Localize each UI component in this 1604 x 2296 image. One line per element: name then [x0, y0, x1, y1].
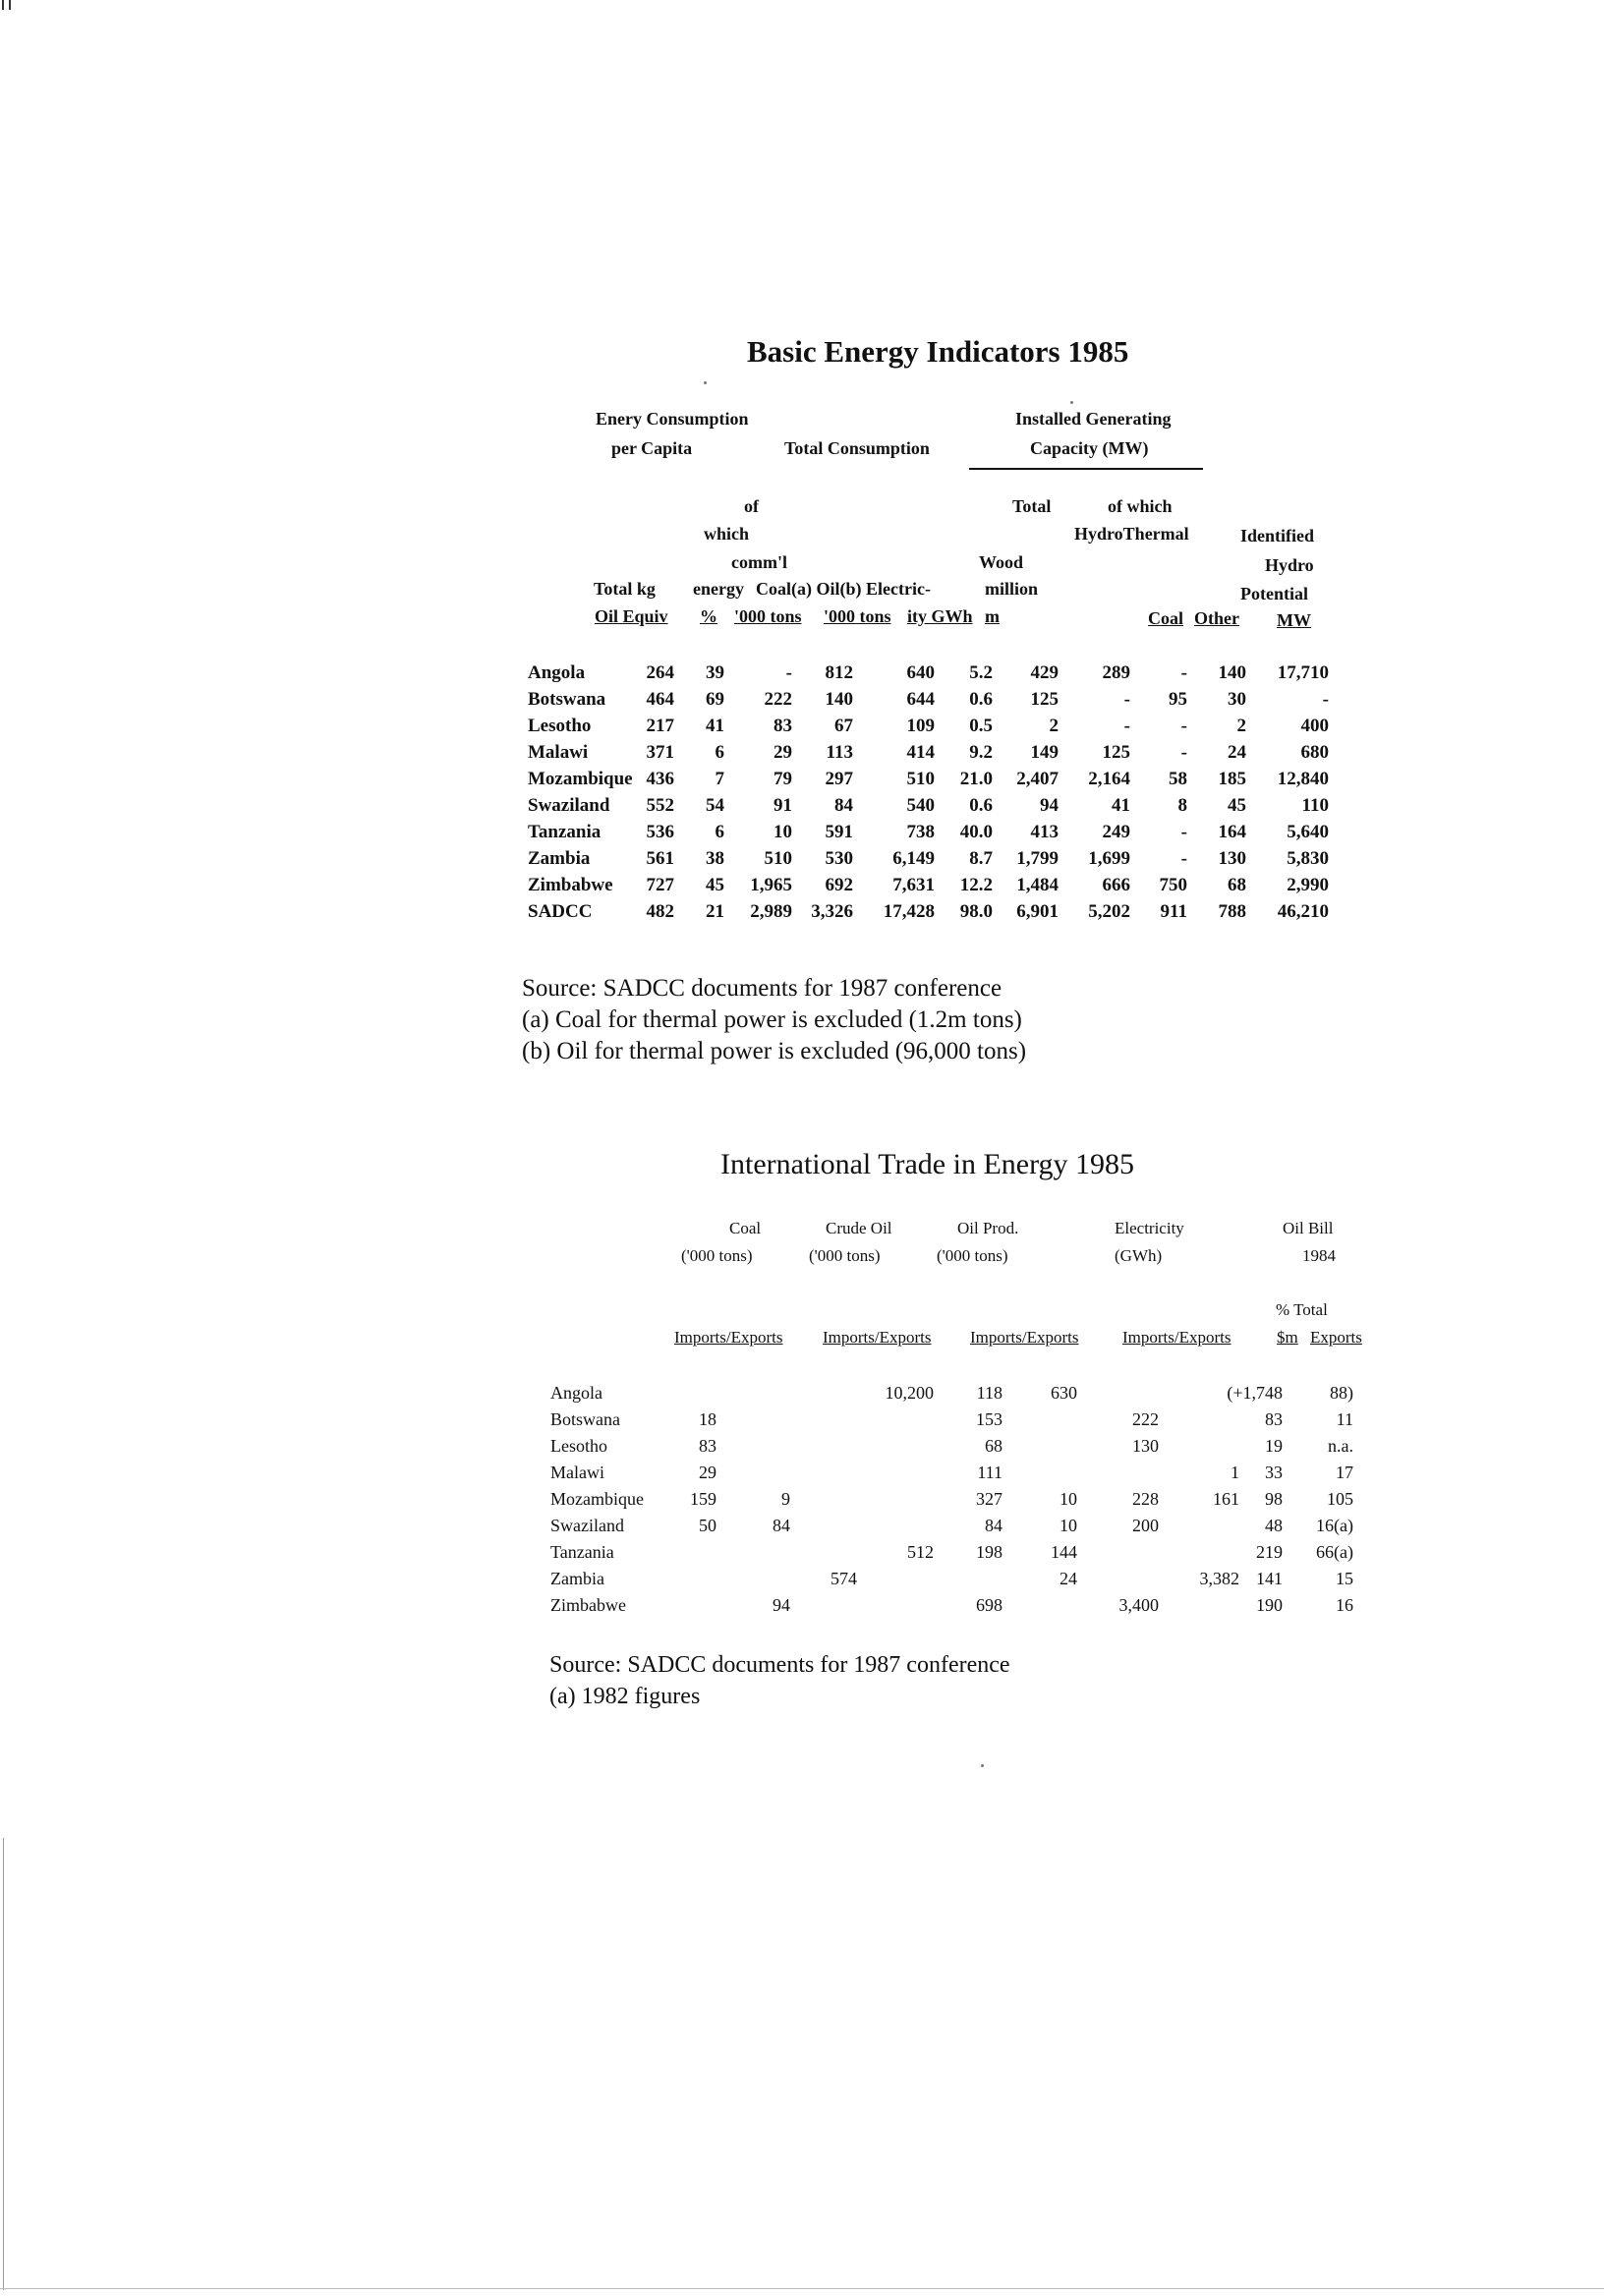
cell-oil-bill-pct: 11 — [1336, 1409, 1353, 1429]
cell-kg: 561 — [646, 848, 674, 869]
cell-country: Tanzania — [550, 1542, 614, 1562]
cell-hydro: - — [1123, 689, 1130, 710]
cell-total: 1,484 — [1016, 875, 1059, 895]
cell-elec-imports: 200 — [1132, 1516, 1159, 1535]
cell-thermal-other: 2 — [1236, 716, 1246, 736]
header-installed-capacity: Installed Generating — [1015, 409, 1172, 429]
cell-oil: 84 — [834, 795, 853, 816]
cell-kg: 536 — [646, 822, 674, 842]
cell-coal: 91 — [773, 795, 792, 816]
cell-thermal-other: 45 — [1228, 795, 1246, 816]
cell-thermal-other: 140 — [1218, 662, 1246, 683]
cell-country: Zambia — [528, 848, 591, 869]
header-oil-bill: Oil Bill — [1283, 1219, 1334, 1237]
cell-pct: 7 — [715, 769, 724, 789]
cell-thermal-other: 164 — [1218, 822, 1246, 842]
cell-country: SADCC — [528, 901, 593, 922]
cell-elec: 738 — [906, 822, 935, 842]
col-of: of — [744, 496, 759, 516]
cell-elec: 510 — [906, 769, 935, 789]
cell-elec: 6,149 — [892, 848, 935, 869]
cell-potential: 12,840 — [1277, 769, 1329, 789]
table-row — [0, 1383, 1604, 1409]
cell-coal-imports: 18 — [699, 1409, 716, 1429]
header-crude-oil: Crude Oil — [826, 1219, 892, 1237]
footnote-a: (a) Coal for thermal power is excluded (1.2m tons) — [522, 1006, 1022, 1033]
col-other: Other — [1194, 608, 1239, 628]
cell-oil: 297 — [825, 769, 853, 789]
col-potential: Potential — [1240, 584, 1308, 603]
cell-kg: 482 — [646, 901, 674, 922]
cell-thermal-coal: 750 — [1159, 875, 1187, 895]
cell-prod-imports: 118 — [976, 1383, 1002, 1403]
cell-prod-imports: 84 — [985, 1516, 1002, 1535]
cell-oil-bill-sm: 141 — [1256, 1569, 1283, 1588]
col-oil-units: '000 tons — [824, 606, 891, 626]
cell-kg: 264 — [646, 662, 674, 683]
cell-total: 429 — [1030, 662, 1059, 683]
col-comml: comm'l — [731, 552, 787, 572]
cell-country: Swaziland — [528, 795, 610, 816]
cell-coal-imports: 159 — [690, 1489, 716, 1509]
cell-prod-imports: 68 — [985, 1436, 1002, 1456]
cell-oil: 530 — [825, 848, 853, 869]
cell-prod-imports: 327 — [976, 1489, 1002, 1509]
cell-total: 2,407 — [1016, 769, 1059, 789]
cell-elec: 540 — [906, 795, 935, 816]
cell-hydro: 1,699 — [1088, 848, 1130, 869]
cell-crude-exports: 10,200 — [885, 1383, 934, 1403]
cell-hydro: 5,202 — [1088, 901, 1130, 922]
sub-sm: $m — [1277, 1328, 1298, 1347]
cell-total: 149 — [1030, 742, 1059, 763]
cell-country: Zimbabwe — [528, 875, 613, 895]
cell-country: Zambia — [550, 1569, 604, 1588]
col-wood: Wood — [979, 552, 1024, 572]
cell-country: Malawi — [528, 742, 589, 763]
cell-oil: 3,326 — [811, 901, 853, 922]
header-pct-total: % Total — [1276, 1300, 1328, 1319]
cell-pct: 38 — [706, 848, 724, 869]
cell-thermal-coal: 58 — [1169, 769, 1187, 789]
cell-country: Malawi — [550, 1463, 604, 1482]
col-energy: energy — [693, 579, 744, 599]
col-coal-oil-electric: Coal(a) Oil(b) Electric- — [756, 579, 931, 599]
header-crude-oil-units: ('000 tons) — [809, 1246, 881, 1265]
cell-elec: 414 — [906, 742, 935, 763]
header-oil-bill-year: 1984 — [1302, 1246, 1336, 1265]
cell-prod-exports: 144 — [1051, 1542, 1077, 1562]
header-electricity-units: (GWh) — [1115, 1246, 1163, 1265]
cell-thermal-coal: - — [1180, 716, 1187, 736]
cell-kg: 371 — [646, 742, 674, 763]
col-elec-units: ity GWh — [907, 606, 973, 626]
cell-thermal-other: 788 — [1218, 901, 1246, 922]
cell-pct: 69 — [706, 689, 724, 710]
cell-prod-exports: 10 — [1060, 1516, 1077, 1535]
cell-prod-exports: 10 — [1060, 1489, 1077, 1509]
col-identified: Identified — [1240, 526, 1315, 545]
cell-coal: 510 — [764, 848, 792, 869]
cell-potential: - — [1322, 689, 1329, 710]
cell-wood: 12.2 — [959, 875, 993, 895]
cell-oil-bill-sm: (+1,748 — [1227, 1383, 1283, 1403]
header-per-capita: per Capita — [611, 438, 693, 458]
cell-coal-imports: 29 — [699, 1463, 716, 1482]
col-which: which — [704, 524, 750, 544]
table-row — [0, 1436, 1604, 1463]
col-hydro: Hydro — [1265, 555, 1314, 575]
cell-total: 2 — [1049, 716, 1059, 736]
col-wood-units: m — [985, 606, 1000, 626]
cell-oil-bill-pct: 16 — [1336, 1595, 1353, 1615]
col-of-which: of which — [1108, 496, 1173, 516]
cell-pct: 54 — [706, 795, 724, 816]
cell-hydro: 41 — [1112, 795, 1130, 816]
cell-elec: 640 — [906, 662, 935, 683]
cell-elec: 7,631 — [892, 875, 935, 895]
cell-elec-exports: 3,382 — [1199, 1569, 1239, 1588]
cell-thermal-coal: - — [1180, 848, 1187, 869]
cell-potential: 46,210 — [1277, 901, 1329, 922]
table-row — [0, 1569, 1604, 1595]
header-electricity: Electricity — [1115, 1219, 1184, 1237]
cell-country: Mozambique — [528, 769, 633, 789]
cell-wood: 40.0 — [959, 822, 993, 842]
cell-wood: 8.7 — [969, 848, 993, 869]
cell-pct: 21 — [706, 901, 724, 922]
col-mw: MW — [1277, 610, 1311, 630]
cell-prod-imports: 111 — [977, 1463, 1002, 1482]
cell-elec-imports: 228 — [1132, 1489, 1159, 1509]
cell-elec-imports: 222 — [1132, 1409, 1159, 1429]
table-row — [0, 1489, 1604, 1516]
cell-oil-bill-sm: 48 — [1265, 1516, 1283, 1535]
cell-prod-exports: 630 — [1051, 1383, 1077, 1403]
cell-coal: 10 — [773, 822, 792, 842]
cell-thermal-coal: 911 — [1160, 901, 1187, 922]
cell-hydro: 125 — [1102, 742, 1130, 763]
cell-country: Botswana — [528, 689, 606, 710]
cell-potential: 5,830 — [1287, 848, 1329, 869]
cell-thermal-other: 185 — [1218, 769, 1246, 789]
cell-elec-exports: 161 — [1213, 1489, 1239, 1509]
cell-country: Tanzania — [528, 822, 602, 842]
speck — [981, 1764, 984, 1767]
cell-thermal-coal: 8 — [1177, 795, 1187, 816]
cell-oil-bill-sm: 98 — [1265, 1489, 1283, 1509]
sub-elec-imports-exports: Imports/Exports — [1122, 1328, 1232, 1347]
cell-oil-bill-sm: 219 — [1256, 1542, 1283, 1562]
header-coal: Coal — [729, 1219, 762, 1237]
cell-total: 125 — [1030, 689, 1059, 710]
table-row — [0, 1409, 1604, 1436]
scan-edge — [0, 2288, 1604, 2289]
cell-elec-imports: 3,400 — [1118, 1595, 1159, 1615]
cell-oil: 140 — [825, 689, 853, 710]
cell-kg: 217 — [646, 716, 674, 736]
cell-oil: 67 — [834, 716, 853, 736]
col-coal-units: '000 tons — [734, 606, 802, 626]
cell-country: Angola — [528, 662, 586, 683]
cell-coal-imports: 83 — [699, 1436, 716, 1456]
header-oil-prod-units: ('000 tons) — [937, 1246, 1008, 1265]
cell-country: Lesotho — [528, 716, 592, 736]
cell-potential: 17,710 — [1277, 662, 1329, 683]
cell-coal-imports: 50 — [699, 1516, 716, 1535]
col-oil-equiv: Oil Equiv — [595, 606, 668, 626]
header-installed-capacity-units: Capacity (MW) — [1030, 438, 1149, 458]
cell-oil: 591 — [825, 822, 853, 842]
cell-oil-bill-pct: 15 — [1336, 1569, 1353, 1588]
cell-elec: 17,428 — [883, 901, 935, 922]
sub-prod-imports-exports: Imports/Exports — [970, 1328, 1079, 1347]
cell-coal: 1,965 — [750, 875, 792, 895]
cell-oil-bill-sm: 19 — [1265, 1436, 1283, 1456]
header-total-consumption: Total Consumption — [784, 438, 930, 458]
cell-thermal-coal: - — [1180, 822, 1187, 842]
cell-elec: 109 — [906, 716, 935, 736]
sub-exports: Exports — [1310, 1328, 1362, 1347]
col-hydro-thermal: HydroThermal — [1074, 524, 1189, 544]
cell-wood: 21.0 — [959, 769, 993, 789]
cell-wood: 5.2 — [969, 662, 993, 683]
cell-thermal-other: 68 — [1228, 875, 1246, 895]
cell-country: Botswana — [550, 1409, 620, 1429]
cell-elec-imports: 130 — [1132, 1436, 1159, 1456]
cell-country: Mozambique — [550, 1489, 644, 1509]
cell-hydro: 249 — [1102, 822, 1130, 842]
cell-potential: 2,990 — [1287, 875, 1329, 895]
cell-wood: 0.6 — [969, 795, 993, 816]
col-total: Total — [1012, 496, 1052, 516]
cell-elec-exports: 1 — [1231, 1463, 1239, 1482]
table-row — [0, 1595, 1604, 1622]
source-note: Source: SADCC documents for 1987 conference — [549, 1652, 1010, 1678]
basic-energy-title: Basic Energy Indicators 1985 — [747, 334, 1129, 369]
col-pct: % — [700, 606, 717, 626]
col-coal: Coal — [1148, 608, 1183, 628]
header-oil-prod: Oil Prod. — [957, 1219, 1019, 1237]
cell-hydro: 666 — [1102, 875, 1130, 895]
cell-elec: 644 — [906, 689, 935, 710]
cell-oil-bill-pct: n.a. — [1328, 1436, 1353, 1456]
cell-thermal-coal: 95 — [1169, 689, 1187, 710]
cell-potential: 5,640 — [1287, 822, 1329, 842]
cell-thermal-other: 30 — [1228, 689, 1246, 710]
footnote-b: (b) Oil for thermal power is excluded (96,000 tons) — [522, 1038, 1027, 1064]
cell-total: 6,901 — [1016, 901, 1059, 922]
cell-country: Lesotho — [550, 1436, 607, 1456]
header-coal-units: ('000 tons) — [681, 1246, 753, 1265]
cell-oil: 113 — [826, 742, 853, 763]
cell-thermal-other: 24 — [1228, 742, 1246, 763]
cell-prod-imports: 698 — [976, 1595, 1002, 1615]
cell-total: 413 — [1030, 822, 1059, 842]
cell-prod-exports: 24 — [1060, 1569, 1077, 1588]
cell-prod-imports: 153 — [976, 1409, 1002, 1429]
cell-potential: 110 — [1301, 795, 1329, 816]
col-million: million — [985, 579, 1039, 599]
cell-country: Angola — [550, 1383, 602, 1403]
cell-crude-imports: 574 — [831, 1569, 857, 1588]
cell-pct: 39 — [706, 662, 724, 683]
cell-potential: 400 — [1300, 716, 1329, 736]
cell-pct: 41 — [706, 716, 724, 736]
cell-country: Swaziland — [550, 1516, 624, 1535]
cell-thermal-coal: - — [1180, 742, 1187, 763]
cell-wood: 0.6 — [969, 689, 993, 710]
cell-crude-exports: 512 — [907, 1542, 934, 1562]
cell-pct: 6 — [715, 822, 724, 842]
cell-total: 94 — [1040, 795, 1059, 816]
cell-coal: 2,989 — [750, 901, 792, 922]
cell-pct: 45 — [706, 875, 724, 895]
footnote-a: (a) 1982 figures — [549, 1684, 701, 1709]
cell-oil-bill-pct: 105 — [1327, 1489, 1353, 1509]
cell-coal: 79 — [773, 769, 792, 789]
cell-coal: 83 — [773, 716, 792, 736]
cell-kg: 436 — [646, 769, 674, 789]
cell-oil: 692 — [825, 875, 853, 895]
scan-edge — [3, 1838, 4, 2290]
cell-coal: - — [785, 662, 792, 683]
cell-coal: 29 — [773, 742, 792, 763]
cell-hydro: 2,164 — [1088, 769, 1130, 789]
cell-country: Zimbabwe — [550, 1595, 626, 1615]
sub-coal-imports-exports: Imports/Exports — [674, 1328, 783, 1347]
cell-coal-exports: 84 — [773, 1516, 790, 1535]
cell-oil-bill-pct: 16(a) — [1316, 1516, 1353, 1535]
cell-oil-bill-pct: 66(a) — [1316, 1542, 1353, 1562]
cell-oil-bill-pct: 88) — [1330, 1383, 1353, 1403]
cell-coal: 222 — [764, 689, 792, 710]
cell-oil-bill-sm: 33 — [1265, 1463, 1283, 1482]
cell-coal-exports: 94 — [773, 1595, 790, 1615]
col-total-kg: Total kg — [594, 579, 656, 599]
cell-kg: 727 — [646, 875, 674, 895]
table-row — [0, 1463, 1604, 1489]
cell-coal-exports: 9 — [781, 1489, 790, 1509]
table-row — [0, 1516, 1604, 1542]
cell-pct: 6 — [715, 742, 724, 763]
trade-title: International Trade in Energy 1985 — [720, 1148, 1135, 1180]
sub-crude-imports-exports: Imports/Exports — [823, 1328, 932, 1347]
source-note: Source: SADCC documents for 1987 conference — [522, 975, 1002, 1002]
cell-kg: 464 — [646, 689, 674, 710]
cell-total: 1,799 — [1016, 848, 1059, 869]
cell-wood: 9.2 — [969, 742, 993, 763]
cell-oil-bill-sm: 190 — [1256, 1595, 1283, 1615]
cell-wood: 0.5 — [969, 716, 993, 736]
cell-oil-bill-sm: 83 — [1265, 1409, 1283, 1429]
cell-hydro: - — [1123, 716, 1130, 736]
table-row — [0, 1542, 1604, 1569]
cell-oil: 812 — [825, 662, 853, 683]
cell-prod-imports: 198 — [976, 1542, 1002, 1562]
cell-thermal-other: 130 — [1218, 848, 1246, 869]
trade-notes — [549, 1649, 1010, 1712]
cell-kg: 552 — [646, 795, 674, 816]
header-consumption-per-capita: Enery Consumption — [596, 409, 749, 429]
cell-hydro: 289 — [1102, 662, 1130, 683]
cell-thermal-coal: - — [1180, 662, 1187, 683]
cell-oil-bill-pct: 17 — [1336, 1463, 1353, 1482]
cell-potential: 680 — [1300, 742, 1329, 763]
cell-wood: 98.0 — [959, 901, 993, 922]
